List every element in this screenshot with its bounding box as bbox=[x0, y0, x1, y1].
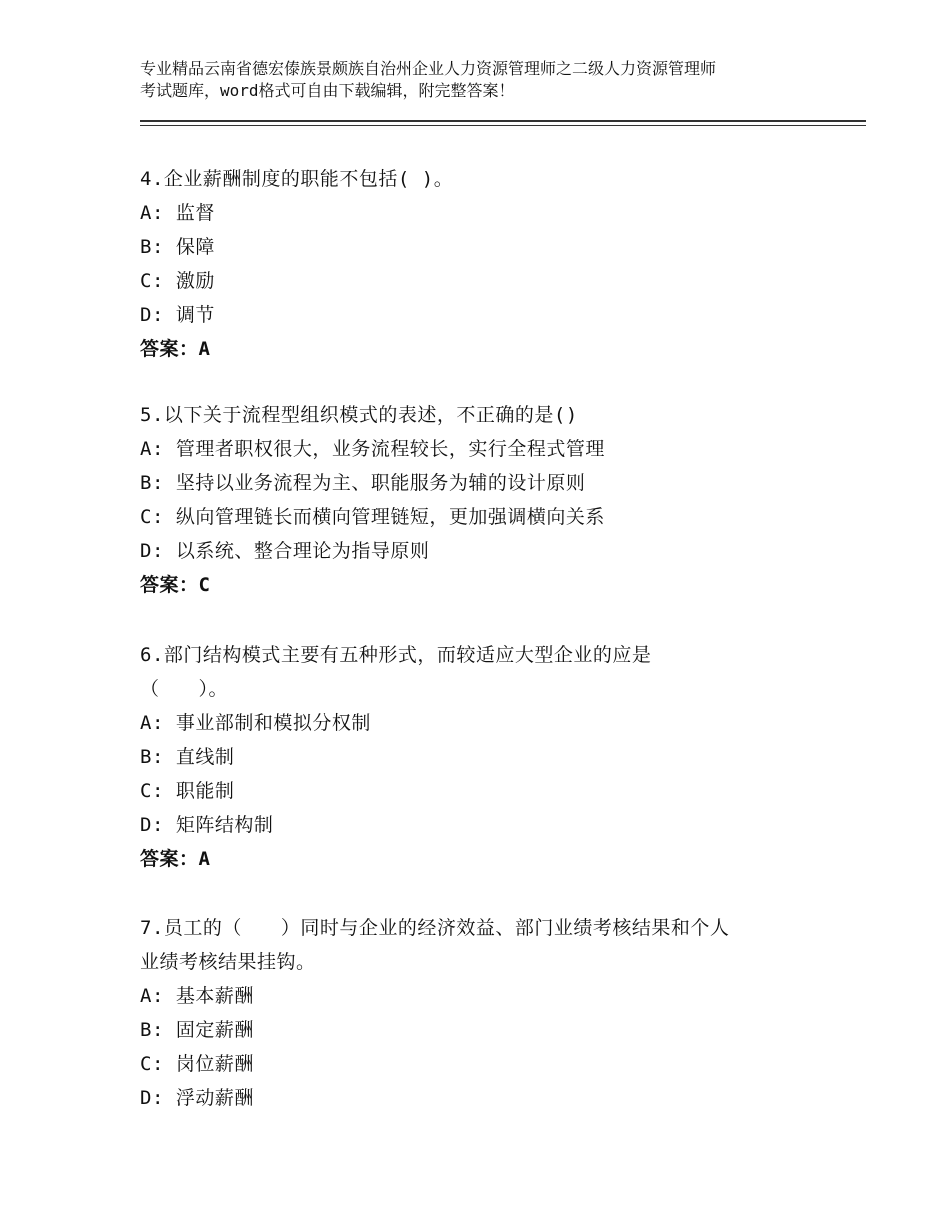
header-title-line-2: 考试题库，word格式可自由下载编辑，附完整答案！ bbox=[140, 81, 515, 100]
question-6 bbox=[140, 638, 840, 876]
option-d: D: 矩阵结构制 bbox=[140, 814, 274, 836]
header-divider bbox=[140, 120, 866, 126]
option-d: D: 以系统、整合理论为指导原则 bbox=[140, 540, 430, 562]
option-a: A: 管理者职权很大，业务流程较长，实行全程式管理 bbox=[140, 438, 605, 460]
question-stem-continued: 业绩考核结果挂钩。 bbox=[140, 951, 316, 973]
option-b: B: 固定薪酬 bbox=[140, 1019, 254, 1041]
option-b: B: 保障 bbox=[140, 236, 215, 258]
question-5 bbox=[140, 398, 840, 602]
header-title-line-1: 专业精品云南省德宏傣族景颇族自治州企业人力资源管理师之二级人力资源管理师 bbox=[140, 59, 717, 78]
option-b: B: 坚持以业务流程为主、职能服务为辅的设计原则 bbox=[140, 472, 586, 494]
option-d: D: 调节 bbox=[140, 304, 215, 326]
option-c: C: 激励 bbox=[140, 270, 215, 292]
document-header bbox=[140, 58, 830, 102]
question-stem: 4.企业薪酬制度的职能不包括( )。 bbox=[140, 168, 454, 190]
option-d: D: 浮动薪酬 bbox=[140, 1087, 254, 1109]
question-stem: 7.员工的（ ）同时与企业的经济效益、部门业绩考核结果和个人 bbox=[140, 917, 730, 939]
option-a: A: 监督 bbox=[140, 202, 215, 224]
option-a: A: 基本薪酬 bbox=[140, 985, 254, 1007]
question-7 bbox=[140, 911, 840, 1115]
answer-label: 答案：A bbox=[140, 338, 211, 360]
question-stem: 6.部门结构模式主要有五种形式，而较适应大型企业的应是 bbox=[140, 644, 652, 666]
question-stem-continued: （ ）。 bbox=[140, 678, 229, 700]
question-4 bbox=[140, 162, 840, 366]
answer-label: 答案：C bbox=[140, 574, 211, 596]
question-stem: 5.以下关于流程型组织模式的表述，不正确的是() bbox=[140, 404, 578, 426]
option-a: A: 事业部制和模拟分权制 bbox=[140, 712, 371, 734]
option-c: C: 职能制 bbox=[140, 780, 235, 802]
option-c: C: 纵向管理链长而横向管理链短，更加强调横向关系 bbox=[140, 506, 605, 528]
option-b: B: 直线制 bbox=[140, 746, 235, 768]
answer-label: 答案：A bbox=[140, 848, 211, 870]
option-c: C: 岗位薪酬 bbox=[140, 1053, 254, 1075]
